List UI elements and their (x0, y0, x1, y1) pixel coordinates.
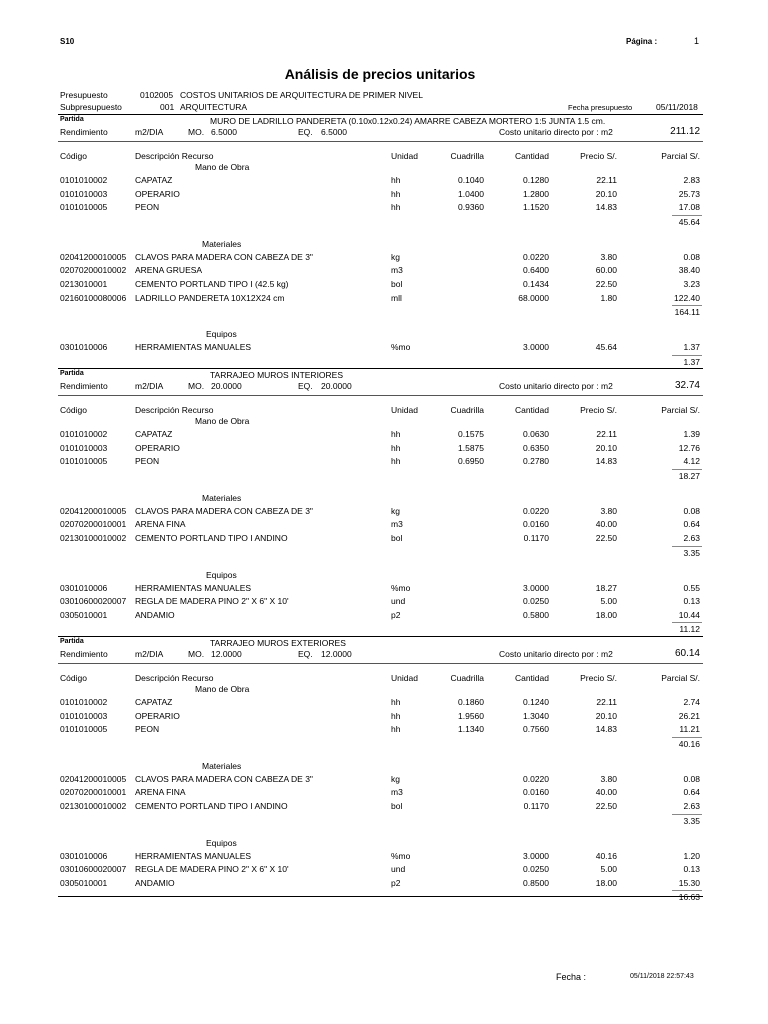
row-codigo: 03010600020007 (60, 864, 127, 875)
subpresupuesto-label: Subpresupuesto (60, 102, 122, 112)
row-precio: 20.10 (595, 710, 617, 721)
row-descripcion: PEON (135, 202, 160, 213)
col-precio: Precio S/. (580, 673, 617, 683)
group-subtotal: 40.16 (678, 738, 700, 749)
row-parcial: 2.74 (683, 697, 700, 707)
row-codigo: 0301010006 (60, 342, 108, 353)
col-cantidad: Cantidad (514, 405, 549, 415)
row-unidad: hh (391, 697, 401, 707)
row-precio: 18.00 (595, 877, 617, 888)
subtotal-rule (672, 890, 702, 891)
row-precio: 18.27 (595, 582, 617, 593)
row-descripcion: ANDAMIO (135, 877, 175, 888)
col-descripcion: Descripción Recurso (135, 405, 214, 415)
row-precio: 40.00 (595, 787, 617, 798)
page-number: 1 (694, 36, 700, 46)
row-cuadrilla: 0.1860 (458, 697, 484, 707)
row-unidad: und (391, 864, 406, 875)
group-title: Equipos (206, 329, 237, 340)
row-descripcion: PEON (135, 724, 160, 735)
row-descripcion: CLAVOS PARA MADERA CON CABEZA DE 3" (135, 505, 313, 516)
row-cantidad: 0.1434 (523, 279, 549, 289)
row-codigo: 02041200010005 (60, 251, 127, 262)
row-cantidad: 0.0250 (523, 596, 549, 607)
group-subtotal: 45.64 (678, 216, 700, 227)
row-parcial: 11.21 (679, 724, 700, 735)
row-precio: 5.00 (600, 864, 617, 875)
row-descripcion: CAPATAZ (135, 697, 173, 707)
row-descripcion: CEMENTO PORTLAND TIPO I ANDINO (135, 533, 288, 543)
costo-value: 32.74 (674, 380, 700, 391)
row-cuadrilla: 1.5875 (458, 442, 484, 453)
subtotal-rule (672, 215, 702, 216)
row-cantidad: 0.1240 (523, 697, 549, 707)
row-precio: 18.00 (595, 609, 617, 620)
row-cantidad: 68.0000 (518, 292, 549, 303)
row-cuadrilla: 0.6950 (458, 456, 484, 467)
row-descripcion: ARENA FINA (135, 787, 186, 798)
col-codigo: Código (60, 151, 87, 161)
row-descripcion: ARENA GRUESA (135, 265, 203, 276)
eq-value: 12.0000 (321, 649, 352, 659)
row-unidad: hh (391, 175, 401, 185)
row-unidad: mll (391, 292, 402, 303)
row-cantidad: 0.0220 (523, 505, 549, 516)
mo-value: 20.0000 (211, 381, 242, 391)
group-title: Materiales (202, 492, 242, 503)
col-precio: Precio S/. (580, 405, 617, 415)
col-unidad: Unidad (391, 405, 418, 415)
row-codigo: 0101010002 (60, 697, 108, 707)
col-unidad: Unidad (391, 673, 418, 683)
presupuesto-label: Presupuesto (60, 90, 108, 100)
row-cantidad: 0.0220 (523, 773, 549, 784)
divider (58, 395, 703, 396)
col-cuadrilla: Cuadrilla (450, 405, 484, 415)
row-cantidad: 0.0160 (523, 787, 549, 798)
col-cantidad: Cantidad (514, 673, 549, 683)
row-codigo: 03010600020007 (60, 596, 127, 607)
presupuesto-code: 0102005 (140, 90, 174, 100)
row-descripcion: HERRAMIENTAS MANUALES (135, 582, 252, 593)
row-unidad: %mo (391, 342, 411, 353)
row-parcial: 4.12 (683, 456, 700, 467)
row-cantidad: 1.1520 (523, 202, 549, 213)
row-cantidad: 1.2800 (523, 188, 549, 199)
group-subtotal: 11.12 (679, 624, 700, 635)
row-parcial: 17.08 (678, 202, 700, 213)
row-parcial: 25.73 (678, 188, 700, 199)
page-label: Página : (626, 37, 658, 46)
mo-value: 6.5000 (211, 127, 237, 137)
row-descripcion: HERRAMIENTAS MANUALES (135, 342, 252, 353)
presupuesto-name: COSTOS UNITARIOS DE ARQUITECTURA DE PRIMER NIVEL (180, 90, 423, 100)
row-unidad: hh (391, 188, 401, 199)
rendimiento-unit: m2/DIA (135, 649, 164, 659)
row-precio: 22.11 (596, 697, 617, 707)
row-cantidad: 0.1170 (523, 801, 549, 811)
mo-label: MO. (188, 381, 205, 391)
row-codigo: 0101010002 (60, 175, 108, 185)
row-codigo: 0305010001 (60, 609, 108, 620)
row-codigo: 0101010003 (60, 710, 108, 721)
row-codigo: 02070200010001 (60, 787, 127, 798)
subtotal-rule (672, 737, 702, 738)
row-codigo: 02160100080006 (60, 292, 127, 303)
row-precio: 1.80 (600, 292, 617, 303)
row-precio: 22.50 (595, 533, 617, 543)
group-title: Mano de Obra (195, 684, 250, 694)
row-precio: 40.00 (595, 519, 617, 530)
row-cantidad: 0.0160 (523, 519, 549, 530)
col-cuadrilla: Cuadrilla (450, 151, 484, 161)
col-codigo: Código (60, 673, 87, 683)
partida-description: TARRAJEO MUROS INTERIORES (210, 370, 344, 380)
col-unidad: Unidad (391, 151, 418, 161)
costo-value: 211.12 (670, 126, 700, 137)
row-codigo: 0101010005 (60, 456, 108, 467)
row-cantidad: 0.7560 (523, 724, 549, 735)
col-cuadrilla: Cuadrilla (450, 673, 484, 683)
row-cantidad: 0.0630 (523, 429, 549, 439)
row-cantidad: 3.0000 (523, 850, 549, 861)
row-unidad: hh (391, 429, 401, 439)
row-parcial: 26.21 (678, 710, 700, 721)
row-unidad: hh (391, 442, 401, 453)
row-precio: 5.00 (600, 596, 617, 607)
row-unidad: bol (391, 533, 403, 543)
row-precio: 20.10 (595, 188, 617, 199)
mo-label: MO. (188, 127, 205, 137)
row-precio: 22.50 (595, 801, 617, 811)
col-precio: Precio S/. (580, 151, 617, 161)
eq-label: EQ. (298, 127, 313, 137)
fecha-presupuesto-label: Fecha presupuesto (568, 103, 633, 112)
row-codigo: 02070200010001 (60, 519, 127, 530)
row-unidad: hh (391, 710, 401, 721)
costo-label: Costo unitario directo por : m2 (499, 649, 613, 659)
row-codigo: 02070200010002 (60, 265, 127, 276)
row-cantidad: 0.1280 (523, 175, 549, 185)
row-unidad: hh (391, 724, 401, 735)
row-unidad: bol (391, 801, 403, 811)
row-codigo: 0101010005 (60, 724, 108, 735)
row-parcial: 2.83 (683, 175, 700, 185)
row-descripcion: ANDAMIO (135, 609, 175, 620)
row-parcial: 1.20 (683, 850, 700, 861)
fecha-presupuesto-value: 05/11/2018 (656, 102, 698, 112)
row-parcial: 0.08 (683, 505, 700, 516)
col-cantidad: Cantidad (514, 151, 549, 161)
row-parcial: 38.40 (678, 265, 700, 276)
row-unidad: %mo (391, 850, 411, 861)
rendimiento-unit: m2/DIA (135, 127, 164, 137)
col-codigo: Código (60, 405, 87, 415)
costo-label: Costo unitario directo por : m2 (499, 381, 613, 391)
mo-label: MO. (188, 649, 205, 659)
row-cuadrilla: 1.0400 (458, 188, 484, 199)
row-parcial: 10.44 (678, 609, 700, 620)
divider (58, 896, 703, 897)
row-descripcion: PEON (135, 456, 160, 467)
row-precio: 14.83 (595, 456, 617, 467)
rendimiento-label: Rendimiento (60, 127, 108, 137)
row-cuadrilla: 0.1575 (458, 429, 484, 439)
row-cantidad: 1.3040 (523, 710, 549, 721)
mo-value: 12.0000 (211, 649, 242, 659)
group-subtotal: 18.27 (678, 470, 700, 481)
row-descripcion: HERRAMIENTAS MANUALES (135, 850, 252, 861)
row-precio: 40.16 (595, 850, 617, 861)
row-unidad: kg (391, 773, 400, 784)
subtotal-rule (672, 305, 702, 306)
subtotal-rule (672, 546, 702, 547)
row-cuadrilla: 1.1340 (458, 724, 484, 735)
subtotal-rule (672, 814, 702, 815)
rendimiento-label: Rendimiento (60, 649, 108, 659)
group-subtotal: 1.37 (683, 356, 700, 367)
col-parcial: Parcial S/. (661, 151, 700, 161)
row-parcial: 0.64 (683, 787, 700, 798)
row-precio: 14.83 (595, 202, 617, 213)
row-parcial: 0.64 (683, 519, 700, 530)
group-title: Mano de Obra (195, 416, 250, 426)
row-codigo: 0213010001 (60, 279, 108, 289)
partida-description: TARRAJEO MUROS EXTERIORES (210, 638, 346, 648)
row-descripcion: REGLA DE MADERA PINO 2" X 6" X 10' (135, 864, 289, 875)
subpresupuesto-name: ARQUITECTURA (180, 102, 248, 112)
row-descripcion: CLAVOS PARA MADERA CON CABEZA DE 3" (135, 251, 313, 262)
row-unidad: und (391, 596, 406, 607)
row-parcial: 12.76 (678, 442, 700, 453)
group-subtotal: 3.35 (683, 815, 700, 826)
col-descripcion: Descripción Recurso (135, 151, 214, 161)
row-cantidad: 0.0220 (523, 251, 549, 262)
row-unidad: m3 (391, 265, 403, 276)
divider (58, 663, 703, 664)
row-descripcion: LADRILLO PANDERETA 10X12X24 cm (135, 292, 285, 303)
col-parcial: Parcial S/. (661, 673, 700, 683)
row-parcial: 0.55 (683, 582, 700, 593)
row-precio: 22.11 (596, 175, 617, 185)
group-subtotal: 16.63 (678, 892, 700, 903)
row-descripcion: CEMENTO PORTLAND TIPO I (42.5 kg) (135, 279, 289, 289)
eq-value: 20.0000 (321, 381, 352, 391)
row-codigo: 02130100010002 (60, 801, 127, 811)
row-unidad: p2 (391, 877, 401, 888)
group-title: Equipos (206, 837, 237, 848)
eq-value: 6.5000 (321, 127, 347, 137)
row-cantidad: 0.8500 (523, 877, 549, 888)
eq-label: EQ. (298, 381, 313, 391)
eq-label: EQ. (298, 649, 313, 659)
row-unidad: hh (391, 202, 401, 213)
row-precio: 3.80 (600, 773, 617, 784)
subtotal-rule (672, 622, 702, 623)
row-descripcion: ARENA FINA (135, 519, 186, 530)
row-descripcion: CLAVOS PARA MADERA CON CABEZA DE 3" (135, 773, 313, 784)
row-codigo: 0301010006 (60, 850, 108, 861)
row-parcial: 0.13 (683, 864, 700, 875)
row-codigo: 0305010001 (60, 877, 108, 888)
group-title: Materiales (202, 760, 242, 771)
row-precio: 22.50 (595, 279, 617, 289)
row-cantidad: 0.6350 (523, 442, 549, 453)
row-precio: 20.10 (595, 442, 617, 453)
col-descripcion: Descripción Recurso (135, 673, 214, 683)
row-descripcion: OPERARIO (135, 188, 180, 199)
group-title: Equipos (206, 569, 237, 580)
rendimiento-label: Rendimiento (60, 381, 108, 391)
row-parcial: 0.13 (683, 596, 700, 607)
row-cantidad: 0.1170 (523, 533, 549, 543)
row-descripcion: CEMENTO PORTLAND TIPO I ANDINO (135, 801, 288, 811)
divider (58, 368, 703, 369)
row-precio: 14.83 (595, 724, 617, 735)
divider (58, 114, 703, 115)
divider (58, 636, 703, 637)
row-codigo: 0101010002 (60, 429, 108, 439)
footer-fecha-label: Fecha : (556, 972, 587, 982)
row-codigo: 02130100010002 (60, 533, 127, 543)
row-cantidad: 0.5800 (523, 609, 549, 620)
row-unidad: %mo (391, 582, 411, 593)
row-codigo: 0101010003 (60, 188, 108, 199)
row-cantidad: 0.6400 (523, 265, 549, 276)
partida-label: Partida (60, 638, 84, 645)
row-parcial: 0.08 (683, 251, 700, 262)
row-precio: 3.80 (600, 505, 617, 516)
row-descripcion: CAPATAZ (135, 175, 173, 185)
costo-value: 60.14 (674, 648, 700, 659)
row-unidad: kg (391, 505, 400, 516)
col-parcial: Parcial S/. (661, 405, 700, 415)
row-cantidad: 3.0000 (523, 582, 549, 593)
partida-description: MURO DE LADRILLO PANDERETA (0.10x0.12x0.24) AMARRE CABEZA MORTERO 1:5 JUNTA 1.5 cm. (210, 116, 606, 126)
row-codigo: 02041200010005 (60, 773, 127, 784)
row-unidad: m3 (391, 787, 403, 798)
group-title: Materiales (202, 238, 242, 249)
row-parcial: 1.37 (683, 342, 700, 353)
row-cantidad: 0.0250 (523, 864, 549, 875)
row-unidad: p2 (391, 609, 401, 620)
row-precio: 45.64 (595, 342, 617, 353)
page-title: Análisis de precios unitarios (284, 66, 476, 82)
row-parcial: 0.08 (683, 773, 700, 784)
row-unidad: kg (391, 251, 400, 262)
row-codigo: 02041200010005 (60, 505, 127, 516)
row-precio: 22.11 (596, 429, 617, 439)
row-parcial: 1.39 (683, 429, 700, 439)
row-descripcion: OPERARIO (135, 710, 180, 721)
report-code: S10 (60, 37, 75, 46)
row-cuadrilla: 0.1040 (458, 175, 484, 185)
partida-label: Partida (60, 370, 84, 377)
row-cantidad: 3.0000 (523, 342, 549, 353)
subtotal-rule (672, 469, 702, 470)
divider (58, 141, 703, 142)
row-parcial: 15.30 (678, 877, 700, 888)
row-unidad: bol (391, 279, 403, 289)
subtotal-rule (672, 355, 702, 356)
group-subtotal: 164.11 (674, 307, 700, 318)
footer-fecha-value: 05/11/2018 22:57:43 (630, 973, 694, 980)
group-subtotal: 3.35 (683, 547, 700, 558)
row-parcial: 2.63 (683, 533, 700, 543)
group-title: Mano de Obra (195, 162, 250, 172)
subpresupuesto-code: 001 (160, 102, 175, 112)
partida-label: Partida (60, 116, 84, 123)
row-codigo: 0101010003 (60, 442, 108, 453)
row-cuadrilla: 1.9560 (458, 710, 484, 721)
row-descripcion: OPERARIO (135, 442, 180, 453)
row-parcial: 3.23 (683, 279, 700, 289)
row-unidad: hh (391, 456, 401, 467)
costo-label: Costo unitario directo por : m2 (499, 127, 613, 137)
row-unidad: m3 (391, 519, 403, 530)
rendimiento-unit: m2/DIA (135, 381, 164, 391)
row-cantidad: 0.2780 (523, 456, 549, 467)
row-descripcion: REGLA DE MADERA PINO 2" X 6" X 10' (135, 596, 289, 607)
row-precio: 60.00 (595, 265, 617, 276)
row-precio: 3.80 (600, 251, 617, 262)
row-codigo: 0101010005 (60, 202, 108, 213)
row-cuadrilla: 0.9360 (458, 202, 484, 213)
row-parcial: 122.40 (674, 292, 700, 303)
row-codigo: 0301010006 (60, 582, 108, 593)
row-descripcion: CAPATAZ (135, 429, 173, 439)
row-parcial: 2.63 (683, 801, 700, 811)
